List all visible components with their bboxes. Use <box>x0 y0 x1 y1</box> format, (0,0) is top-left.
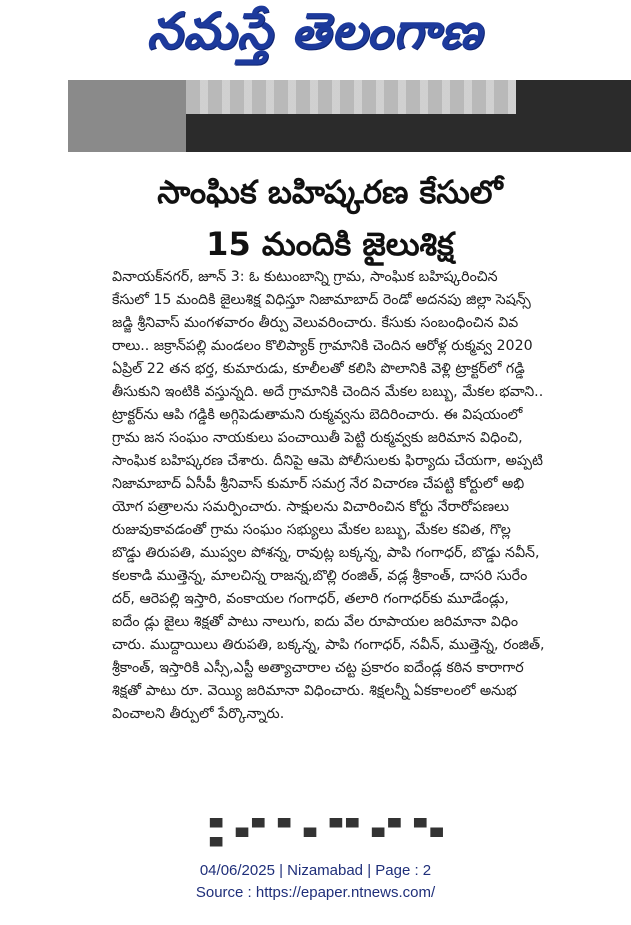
clipped-next-heading <box>210 818 470 856</box>
article-line: చారు. ముద్దాయిలు తిరుపతి, బక్కన్న, పాపి గంగాధర్, నవీన్, ముత్తెన్న, రంజిత్, <box>112 637 545 653</box>
article-line: నిజామాబాద్ ఏసీపీ శ్రీనివాస్ కుమార్ సమగ్ర నేర విచారణ చేపట్టి కోర్టులో అభి <box>112 476 525 492</box>
article-line: ట్రాక్టర్‌ను ఆపి గడ్డికి అగ్గిపెడుతామని రుక్మవ్వను బెదిరించారు. ఈ విషయంలో <box>112 407 523 423</box>
article-line: ఐదేం డ్లు జైలు శిక్షతో పాటు నాలుగు, ఐదు వేల రూపాయల జరిమానా విధిం <box>112 614 519 630</box>
clipped-heading-glyphs: ▀ ▄▀ ▀ ▄ ▀▀ ▄▀ ▀▄ ▀ <box>210 818 447 856</box>
article-line: వినాయక్‌నగర్, జూన్ 3: ఓ కుటుంబాన్ని గ్రామ, సాంఘిక బహిష్కరించిన <box>112 269 498 285</box>
article-body <box>112 266 618 726</box>
article-line: తీసుకుని ఇంటికి వస్తున్నది. అదే గ్రామానికి చెందిన మేకల బబ్బు, మేకల భవాని.. <box>112 384 544 400</box>
masthead-title: నమస్తే తెలంగాణ <box>146 1 483 60</box>
article-line: కలకాడి ముత్తెన్న, మాలచిన్న రాజన్న,బొల్లి రంజిత్, వడ్ల శ్రీకాంత్, దాసరి సురేం <box>112 568 528 584</box>
article-line: బొడ్డు తిరుపతి, ముప్వల పోశన్న, రావుట్ల బక్కన్న, పాపి గంగాధర్, బొడ్డు నవీన్, <box>112 545 540 561</box>
article-line: రాలు.. జక్రాన్‌పల్లి మండలం కొలిప్యాక్ గ్రామానికి చెందిన ఆరోళ్ల రుక్మవ్వ 2020 <box>112 338 533 354</box>
article-line: రుజువుకావడంతో గ్రామ సంఘం సభ్యులు మేకల బబ్బు, మేకల కవిత, గొల్ల <box>112 522 511 538</box>
article-line: వించాలని తీర్పులో పేర్కొన్నారు. <box>112 706 285 722</box>
page-footer <box>0 860 631 904</box>
article-line: దర్, ఆరెపల్లి ఇస్తారి, వంకాయల గంగాధర్, తలారి గంగాధర్‌కు మూడేండ్లు, <box>112 591 509 607</box>
article-line: గ్రామ జన సంఘం నాయకులు పంచాయితీ పెట్టి రుక్మవ్వకు జరిమాన విధించి, <box>112 430 523 446</box>
article-line: ఏప్రిల్ 22 తన భర్త, కుమారుడు, కూలీలతో కలిసి పొలానికి వెళ్లి ట్రాక్టర్‌లో గడ్డి <box>112 361 525 377</box>
decorative-banner <box>68 80 631 152</box>
headline-line-2: 15 మందికి జైలుశిక్ష <box>206 225 454 263</box>
article-line: జడ్జి శ్రీనివాస్ మంగళవారం తీర్పు వెలువరించారు. కేసుకు సంబంధించిన వివ <box>112 315 519 331</box>
footer-source: Source : https://epaper.ntnews.com/ <box>195 884 436 901</box>
banner-pattern <box>186 80 516 114</box>
article-line: శ్రీకాంత్, ఇస్తారికి ఎస్సీ,ఎస్టీ అత్యాచారాల చట్ట ప్రకారం ఐదేండ్ల కఠిన కారాగార <box>112 660 524 676</box>
article-line: కేసులో 15 మందికి జైలుశిక్ష విధిస్తూ నిజామాబాద్ రెండో అదనపు జిల్లా సెషన్స్ <box>112 292 531 308</box>
article-line: శిక్షతో పాటు రూ. వెయ్యి జరిమానా విధించారు. శిక్షలన్నీ ఏకకాలంలో అనుభ <box>112 683 517 699</box>
footer-dateline: 04/06/2025 | Nizamabad | Page : 2 <box>199 862 432 879</box>
article-headline <box>70 166 590 270</box>
banner-fade-block <box>68 80 186 152</box>
article-line: యోగ పత్రాలను సమర్పించారు. సాక్షులను విచారించిన కోర్టు నేరారోపణలు <box>112 499 510 515</box>
article-line: సాంఘిక బహిష్కరణ చేశారు. దీనిపై ఆమె పోలీసులకు ఫిర్యాదు చేయగా, అప్పటి <box>112 453 544 469</box>
newspaper-masthead <box>112 2 517 72</box>
headline-line-1: సాంఘిక బహిష్కరణ కేసులో <box>157 173 503 211</box>
